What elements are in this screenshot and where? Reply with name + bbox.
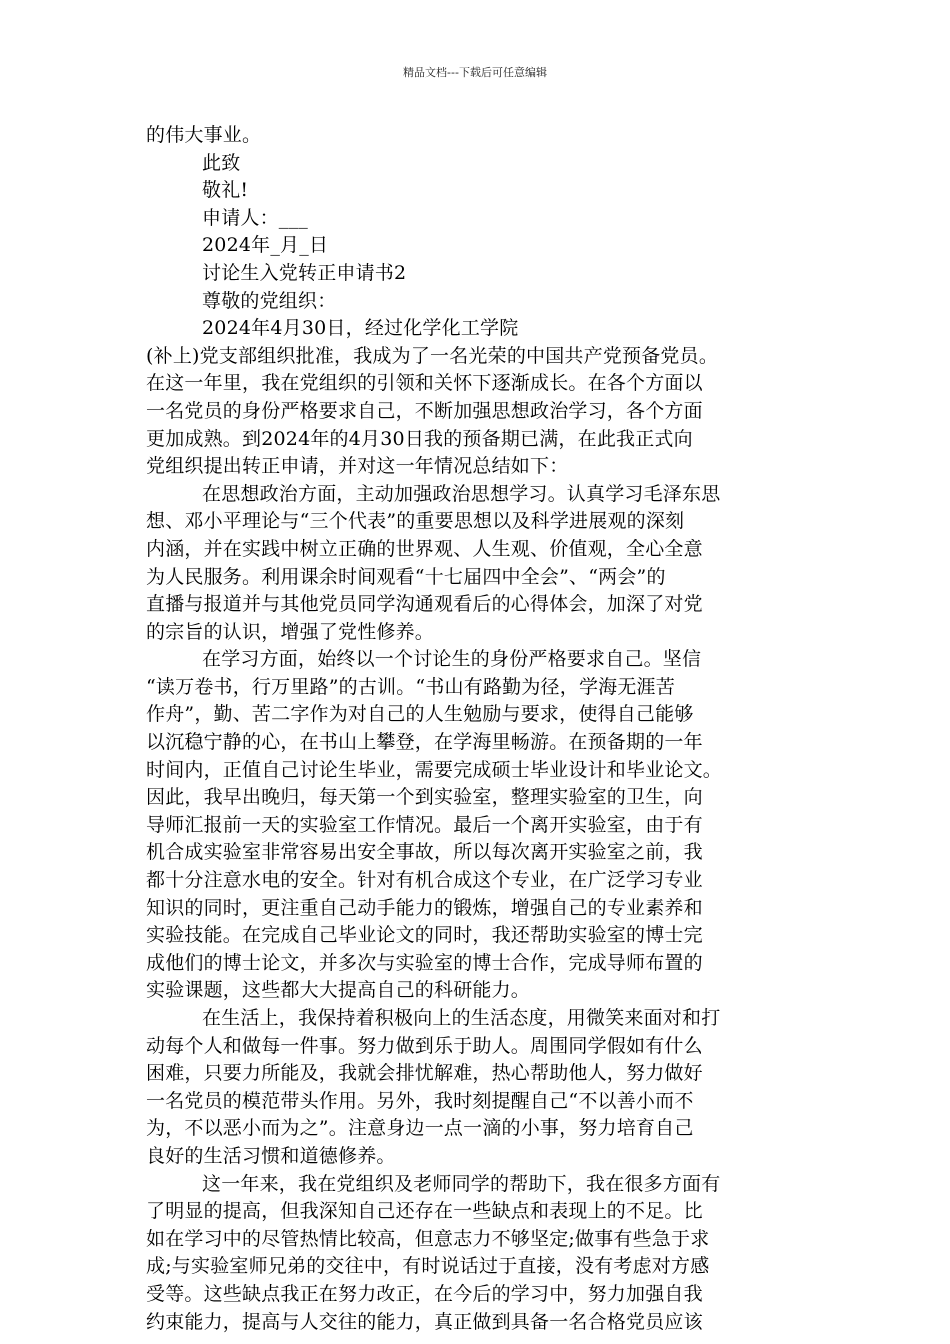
- document-line: 因此，我早出晚归，每天第一个到实验室，整理实验室的卫生，向: [146, 786, 703, 809]
- document-line: 的宗旨的认识，增强了党性修养。: [146, 620, 435, 643]
- document-line: 在生活上，我保持着积极向上的生活态度，用微笑来面对和打: [202, 1007, 721, 1029]
- document-line: 动每个人和做每一件事。努力做到乐于助人。周围同学假如有什么: [146, 1034, 703, 1057]
- document-line: (补上)党支部组织批准，我成为了一名光荣的中国共产党预备党员。: [146, 344, 719, 367]
- document-line: 作舟”，勤、苦二字作为对自己的人生勉励与要求，使得自己能够: [146, 703, 694, 726]
- document-line: 敬礼!: [202, 179, 249, 202]
- document-line: 党组织提出转正申请，并对这一年情况总结如下：: [146, 455, 569, 478]
- document-line: 时间内，正值自己讨论生毕业，需要完成硕士毕业设计和毕业论文。: [146, 758, 723, 781]
- document-line: 导师汇报前一天的实验室工作情况。最后一个离开实验室，由于有: [146, 813, 703, 836]
- document-line: 困难，只要力所能及，我就会排忧解难，热心帮助他人，努力做好: [146, 1062, 703, 1085]
- document-line: 想、邓小平理论与“三个代表”的重要思想以及科学进展观的深刻: [146, 510, 685, 533]
- document-line: 为人民服务。利用课余时间观看“十七届四中全会”、“两会”的: [146, 565, 666, 588]
- document-body: [146, 122, 810, 1336]
- document-line: 此致: [202, 151, 241, 174]
- document-line: 实验技能。在完成自己毕业论文的同时，我还帮助实验室的博士完: [146, 924, 703, 947]
- document-line: 直播与报道并与其他党员同学沟通观看后的心得体会，加深了对党: [146, 593, 703, 616]
- document-line: 更加成熟。到2024年的4月30日我的预备期已满，在此我正式向: [146, 427, 693, 450]
- page-header: 精品文档---下载后可任意编辑: [403, 66, 547, 79]
- document-line: 一名党员的身份严格要求自己，不断加强思想政治学习，各个方面: [146, 399, 703, 422]
- document-line: 知识的同时，更注重自己动手能力的锻炼，增强自己的专业素养和: [146, 896, 703, 919]
- document-line: 都十分注意水电的安全。针对有机合成这个专业，在广泛学习专业: [146, 869, 703, 892]
- document-line: 以沉稳宁静的心，在书山上攀登，在学海里畅游。在预备期的一年: [146, 731, 703, 754]
- document-line: 为，不以恶小而为之”。注意身边一点一滴的小事，努力培育自己: [146, 1117, 694, 1140]
- document-line: 如在学习中的尽管热情比较高，但意志力不够坚定;做事有些急于求: [146, 1227, 710, 1250]
- document-line: “读万卷书，行万里路”的古训。“书山有路勤为径，学海无涯苦: [146, 675, 675, 698]
- document-line: 一名党员的模范带头作用。另外，我时刻提醒自己“不以善小而不: [146, 1089, 694, 1112]
- document-line: 良好的生活习惯和道德修养。: [146, 1144, 396, 1167]
- document-line: 讨论生入党转正申请书2: [202, 261, 407, 284]
- document-line: 尊敬的党组织：: [202, 289, 337, 312]
- document-line: 内涵，并在实践中树立正确的世界观、人生观、价值观，全心全意: [146, 537, 703, 560]
- document-line: 这一年来，我在党组织及老师同学的帮助下，我在很多方面有: [202, 1172, 721, 1195]
- document-line: 2024年4月30日，经过化学化工学院: [202, 317, 519, 340]
- document-line: 成;与实验室师兄弟的交往中，有时说话过于直接，没有考虑对方感: [146, 1255, 710, 1278]
- document-line: 在学习方面，始终以一个讨论生的身份严格要求自己。坚信: [202, 648, 702, 671]
- document-line: 实验课题，这些都大大提高自己的科研能力。: [146, 979, 531, 1002]
- document-line: 在思想政治方面，主动加强政治思想学习。认真学习毛泽东思: [202, 482, 721, 505]
- document-line: 机合成实验室非常容易出安全事故，所以每次离开实验室之前，我: [146, 841, 703, 864]
- document-line: 受等。这些缺点我正在努力改正，在今后的学习中，努力加强自我: [146, 1282, 703, 1305]
- document-line: 成他们的博士论文，并多次与实验室的博士合作，完成导师布置的: [146, 951, 703, 974]
- document-line: 申请人：___: [202, 206, 308, 229]
- document-line: 的伟大事业。: [146, 124, 262, 146]
- document-line: 在这一年里，我在党组织的引领和关怀下逐渐成长。在各个方面以: [146, 372, 703, 395]
- document-line: 了明显的提高，但我深知自己还存在一些缺点和表现上的不足。比: [146, 1200, 703, 1223]
- document-line: 2024年_月_日: [202, 234, 329, 257]
- document-line: 约束能力，提高与人交往的能力，真正做到具备一名合格党员应该: [146, 1310, 703, 1333]
